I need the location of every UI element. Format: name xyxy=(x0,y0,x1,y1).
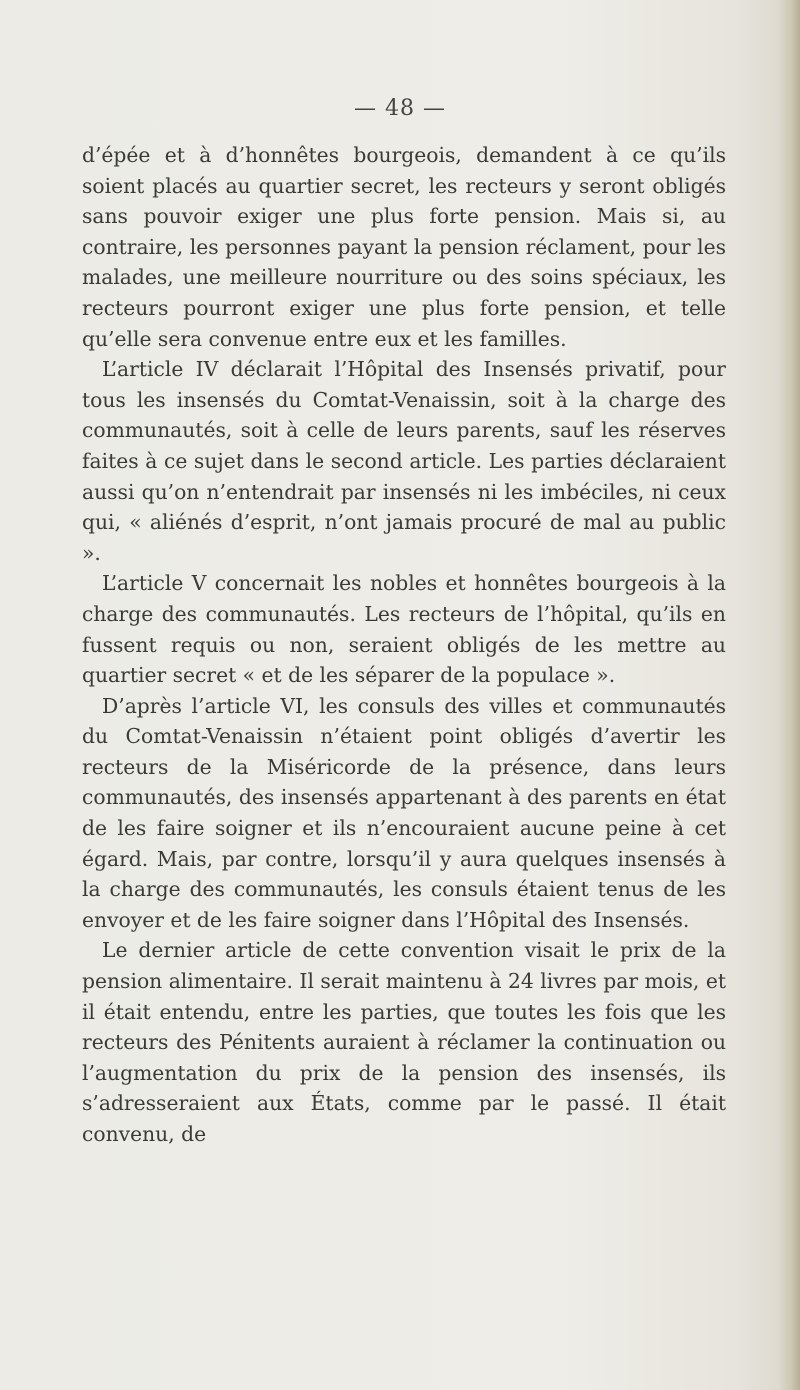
page-edge-shadow xyxy=(778,0,800,1390)
body-text xyxy=(82,140,726,1150)
page-number: — 48 — xyxy=(354,96,446,121)
paragraph: L’article IV déclarait l’Hôpital des Insensés privatif, pour tous les insensés du Comtat-Venaissin, soit à la charge des communautés, soit à celle de leurs parents, sauf les réserves faites à ce sujet dans le second article. Les parties déclaraient aussi qu’on n’entendrait par insensés ni les imbéciles, ni ceux qui, « aliénés d’esprit, n’ont jamais procuré de mal au public ». xyxy=(82,357,726,565)
paragraph: Le dernier article de cette convention visait le prix de la pension alimentaire. Il serait maintenu à 24 livres par mois, et il était entendu, entre les parties, que toutes les fois que les recteurs des Pénitents auraient à réclamer la continuation ou l’augmentation du prix de la pension des insensés, ils s’adresseraient aux États, comme par le passé. Il était convenu, de xyxy=(82,938,726,1146)
paragraph: d’épée et à d’honnêtes bourgeois, demandent à ce qu’ils soient placés au quartier secret, les recteurs y seront obligés sans pouvoir exiger une plus forte pension. Mais si, au contraire, les personnes payant la pension réclament, pour les malades, une meilleure nourriture ou des soins spéciaux, les recteurs pourront exiger une plus forte pension, et telle qu’elle sera convenue entre eux et les familles. xyxy=(82,143,726,351)
paragraph: L’article V concernait les nobles et honnêtes bourgeois à la charge des communautés. Les recteurs de l’hôpital, qu’ils en fussent requis ou non, seraient obligés de les mettre au quartier secret « et de les séparer de la populace ». xyxy=(82,571,726,688)
paragraph: D’après l’article VI, les consuls des villes et communautés du Comtat-Venaissin n’étaient point obligés d’avertir les recteurs de la Miséricorde de la présence, dans leurs communautés, des insensés appartenant à des parents en état de les faire soigner et ils n’encouraient aucune peine à cet égard. Mais, par contre, lorsqu’il y aura quelques insensés à la charge des communautés, les consuls étaient tenus de les envoyer et de les faire soigner dans l’Hôpital des Insensés. xyxy=(82,693,726,932)
